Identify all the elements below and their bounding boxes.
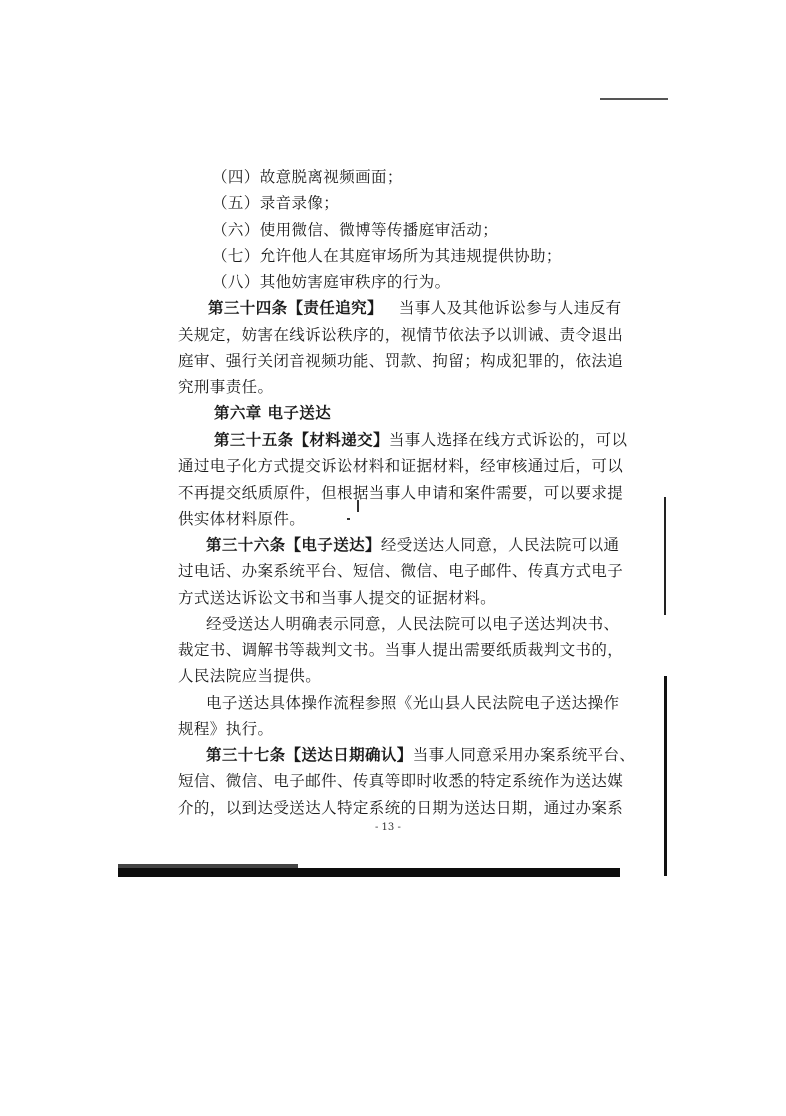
article-34-text: 当事人及其他诉讼参与人违反有 <box>398 299 622 317</box>
article-36-para3-line-2: 规程》执行。 <box>178 720 274 738</box>
article-35-line-3: 不再提交纸质原件，但根据当事人申请和案件需要，可以要求提 <box>178 484 624 502</box>
article-36-first-line <box>206 534 619 556</box>
scan-mark-right-upper <box>664 497 666 615</box>
article-37-text: 当事人同意采用办案系统平台、 <box>412 746 636 764</box>
scan-mark-top <box>600 98 668 100</box>
article-36-para3-line-1: 电子送达具体操作流程参照《光山县人民法院电子送达操作 <box>206 694 620 712</box>
item-seven: （七）允许他人在其庭审场所为其违规提供协助； <box>212 247 562 265</box>
article-34-first-line <box>208 297 622 319</box>
article-36-para2-line-3: 人民法院应当提供。 <box>178 667 322 685</box>
article-34-heading: 第三十四条【责任追究】 <box>208 298 383 317</box>
item-four: （四）故意脱离视频画面； <box>212 168 403 186</box>
article-35-line-4: 供实体材料原件。 <box>178 510 306 528</box>
scan-speck <box>347 518 350 520</box>
article-35-first-line <box>214 429 627 451</box>
article-34-line-4: 究刑事责任。 <box>178 378 274 396</box>
item-five: （五）录音录像； <box>212 194 340 212</box>
chapter-heading: 第六章 电子送达 <box>214 403 332 422</box>
article-37-line-3: 介的，以到达受送达人特定系统的日期为送达日期，通过办案系 <box>178 799 624 817</box>
scan-mark-right-lower <box>664 676 667 876</box>
article-37-line-2: 短信、微信、电子邮件、传真等即时收悉的特定系统作为送达媒 <box>178 772 624 790</box>
article-36-heading: 第三十六条【电子送达】 <box>206 535 381 554</box>
article-35-heading: 第三十五条【材料递交】 <box>214 430 389 449</box>
article-37-heading: 第三十七条【送达日期确认】 <box>206 745 413 764</box>
item-eight: （八）其他妨害庭审秩序的行为。 <box>212 273 451 291</box>
article-34-line-3: 庭审、强行关闭音视频功能、罚款、拘留；构成犯罪的，依法追 <box>178 352 624 370</box>
scan-shadow-bottom <box>118 868 620 877</box>
article-36-line-3: 方式送达诉讼文书和当事人提交的证据材料。 <box>178 589 497 607</box>
article-36-line-2: 过电话、办案系统平台、短信、微信、电子邮件、传真方式电子 <box>178 562 624 580</box>
article-36-para2-line-1: 经受送达人明确表示同意，人民法院可以电子送达判决书、 <box>206 615 620 633</box>
article-35-text: 当事人选择在线方式诉讼的，可以 <box>388 431 628 449</box>
item-six: （六）使用微信、微博等传播庭审活动； <box>212 221 499 239</box>
article-36-para2-line-2: 裁定书、调解书等裁判文书。当事人提出需要纸质裁判文书的， <box>178 641 624 659</box>
article-35-line-2: 通过电子化方式提交诉讼材料和证据材料，经审核通过后，可以 <box>178 457 624 475</box>
article-36-text: 经受送达人同意，人民法院可以通 <box>380 536 620 554</box>
page-number: - 13 - <box>375 822 401 833</box>
article-37-first-line <box>206 744 635 766</box>
article-34-line-2: 关规定，妨害在线诉讼秩序的，视情节依法予以训诫、责令退出 <box>178 326 624 344</box>
